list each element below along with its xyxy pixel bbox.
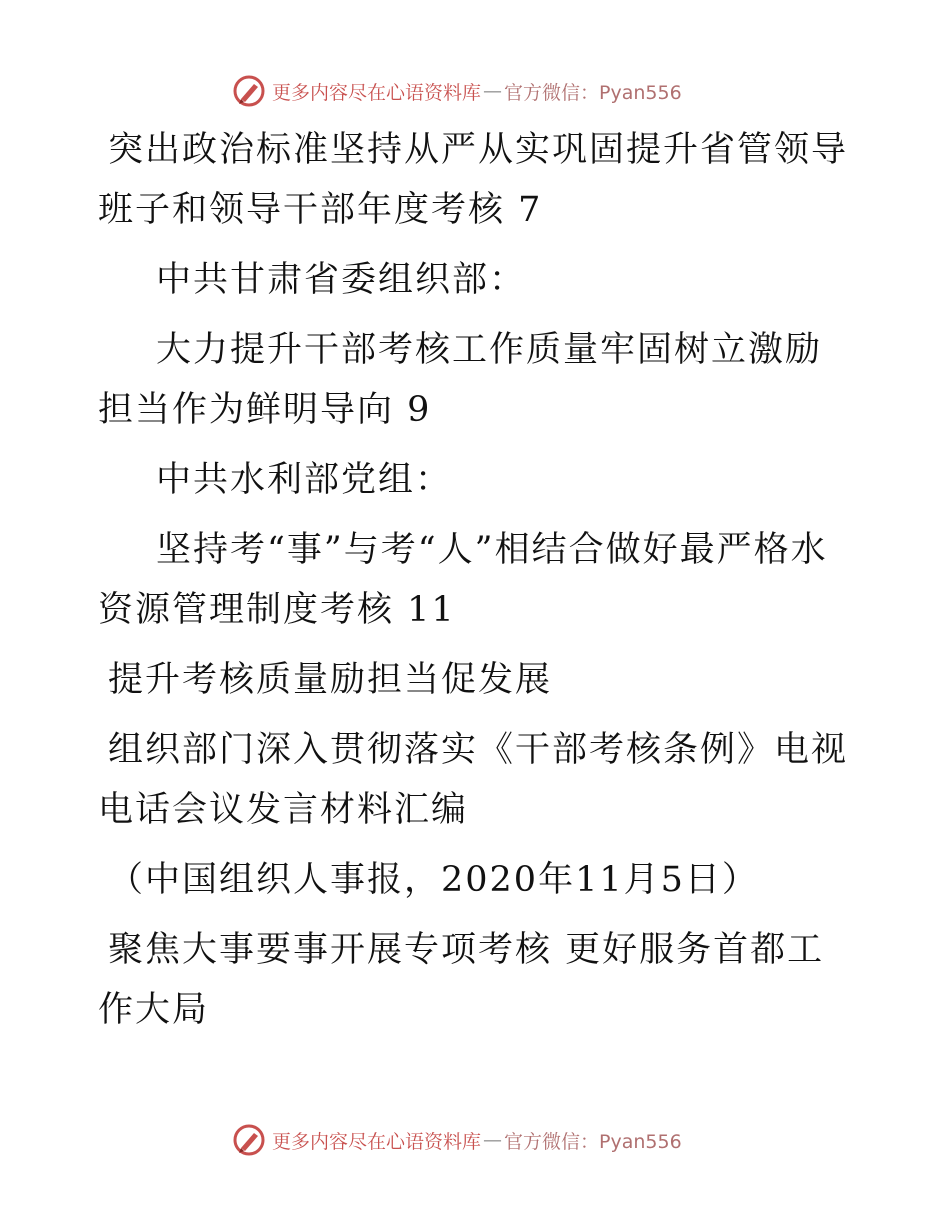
watermark-text: 更多内容尽在心语资料库 [272, 1130, 482, 1153]
author-line: 中共水利部党组： [156, 460, 453, 500]
watermark-separator: — [483, 1129, 503, 1151]
watermark-wechat: 官方微信：Pyan556 [504, 1130, 682, 1153]
toc-entry: 大力提升干部考核工作质量牢固树立激励担当作为鲜明导向 9 [98, 330, 823, 430]
document-body [98, 120, 848, 1050]
section-subtitle: 组织部门深入贯彻落实《干部考核条例》电视电话会议发言材料汇编 [98, 730, 849, 830]
toc-entry: 突出政治标准坚持从严从实巩固提升省管领导班子和领导干部年度考核 7 [98, 130, 849, 230]
footer-watermark [232, 1120, 682, 1160]
watermark-separator: — [483, 80, 503, 102]
source-line: （中国组织人事报，2020年11月5日） [108, 860, 759, 900]
watermark-wechat: 官方微信：Pyan556 [504, 81, 682, 104]
pen-logo-icon [232, 1123, 266, 1157]
header-watermark [232, 71, 682, 111]
watermark-text: 更多内容尽在心语资料库 [272, 81, 482, 104]
section-title: 提升考核质量励担当促发展 [108, 660, 553, 700]
pen-logo-icon [232, 74, 266, 108]
toc-entry: 坚持考“事”与考“人”相结合做好最严格水资源管理制度考核 11 [98, 530, 828, 630]
author-line: 中共甘肃省委组织部： [156, 260, 527, 300]
article-title: 聚焦大事要事开展专项考核 更好服务首都工作大局 [98, 930, 825, 1030]
